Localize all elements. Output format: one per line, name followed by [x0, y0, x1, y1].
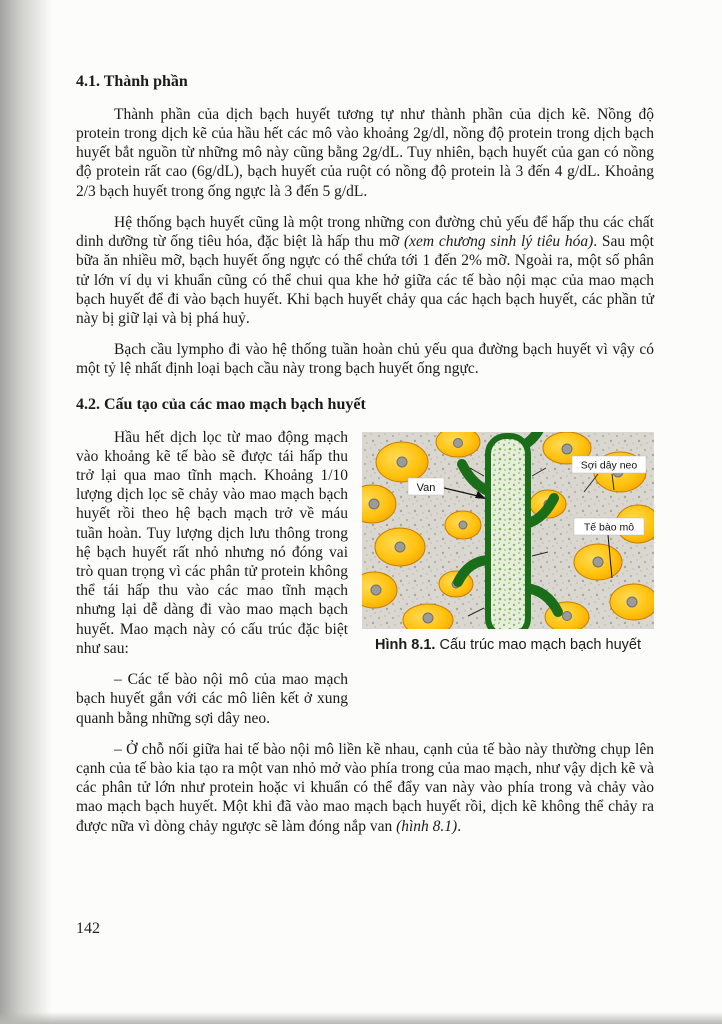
bullet-anchoring-filaments: – Các tế bào nội mô của mao mạch bạch huyết gắn với các mô liên kết ở xung quanh bằng những sợi dây neo.: [76, 671, 348, 727]
paragraph-absorption-text-b: . Sau một bữa ăn nhiều mỡ, bạch huyết ống ngực có thể chứa tới 1 đến 2% mỡ. Ngoài ra, một số phân tử lớn ví dụ vi khuẩn cũng có thể chui qua khe hở giữa các tế bào nội mạc của mao mạch bạch huyết để đi vào bạch huyết. Khi bạch huyết chảy qua các hạch bạch huyết, các phần tử này bị giữ lại và bị phá huỷ.: [76, 233, 654, 328]
paragraph-composition: Thành phần của dịch bạch huyết tương tự như thành phần của dịch kẽ. Nồng độ protein trong dịch kẽ của hầu hết các mô vào khoảng 2g/dl, nồng độ protein trong dịch bạch huyết bắt nguồn từ những mô này cũng bằng 2g/dL. Tuy nhiên, bạch huyết của gan có nồng độ protein rất cao (6g/dL), bạch huyết của ruột có nồng độ protein là 3 đến 4 g/dL. Khoảng 2/3 bạch huyết trong ống ngực là 3 đến 5 g/dL.: [76, 105, 654, 200]
section-heading-4-1: 4.1. Thành phần: [76, 73, 188, 90]
paragraph-absorption-italic-ref: (xem chương sinh lý tiêu hóa): [403, 233, 594, 251]
paragraph-absorption: [76, 213, 654, 328]
bullet-valve-text-a: – Ở chỗ nối giữa hai tế bào nội mô liền kề nhau, cạnh của tế bào này thường chụp lên cạnh của tế bào kia tạo ra một van nhỏ mở vào phía trong của mao mạch, như vậy dịch kẽ và các phân tử lớn như protein hoặc vi khuẩn có thể đẩy van này vào phía trong và chảy vào mao mạch bạch huyết. Một khi đã vào mao mạch bạch huyết rồi, dịch kẽ không thể chảy ra được nữa vì dòng chảy ngược sẽ làm đóng nắp van: [76, 740, 654, 835]
figure-label-soi-day-neo-group: [572, 456, 646, 473]
tissue-cell: [376, 442, 428, 482]
lymph-capillary-figure: [362, 432, 654, 629]
scan-bottom-shadow: [0, 1012, 722, 1024]
paragraph-absorption-text-a: Hệ thống bạch huyết cũng là một trong những con đường chủ yếu để hấp thu các chất dinh dưỡng từ ống tiêu hóa, đặc biệt là hấp thu mỡ: [76, 213, 654, 251]
paragraph-filtration: Hầu hết dịch lọc từ mao động mạch vào khoảng kẽ tế bào sẽ được tái hấp thu trở lại qua mao tĩnh mạch. Khoảng 1/10 lượng dịch lọc sẽ chảy vào mao mạch bạch huyết rồi theo hệ bạch mạch trở về máu tuần hoàn. Tuy lượng dịch lưu thông trong hệ bạch huyết rất nhỏ nhưng nó đóng vai trò quan trọng vì các phân tử protein không thể tái hấp thu vào các mao tĩnh mạch nhưng lại dễ dàng đi vào mao mạch bạch huyết. Mao mạch này có cấu trúc đặc biệt như sau:: [76, 428, 348, 657]
tissue-cell: [574, 544, 622, 580]
tissue-cell: [375, 528, 425, 566]
bullet-valve-italic-ref: (hình 8.1): [396, 817, 458, 835]
paragraph-lymphocyte: Bạch cầu lympho đi vào hệ thống tuần hoàn chủ yếu qua đường bạch huyết vì vậy có một tỷ lệ nhất định loại bạch cầu này trong bạch huyết ống ngực.: [76, 341, 654, 378]
figure-caption-label: Hình 8.1.: [375, 636, 436, 653]
page-content: [76, 58, 654, 848]
figure-8-1: [362, 432, 654, 654]
figure-label-te-bao-mo: Tế bào mô: [583, 521, 635, 533]
scan-gutter-shadow: [0, 0, 52, 1024]
figure-label-soi-day-neo: Sợi dây neo: [580, 459, 638, 471]
section-heading-4-2: 4.2. Cấu tạo của các mao mạch bạch huyết: [76, 395, 366, 413]
tissue-cell: [445, 511, 481, 539]
bullet-valve-mechanism: [76, 740, 654, 836]
figure-label-van: Van: [416, 481, 436, 494]
tissue-cell: [610, 584, 654, 620]
figure-caption: [362, 637, 654, 654]
page-number: 142: [76, 920, 100, 937]
bullet-valve-text-b: .: [457, 817, 462, 835]
tissue-cell: [436, 432, 480, 457]
figure-caption-text: Cấu trúc mao mạch bạch huyết: [435, 636, 641, 653]
